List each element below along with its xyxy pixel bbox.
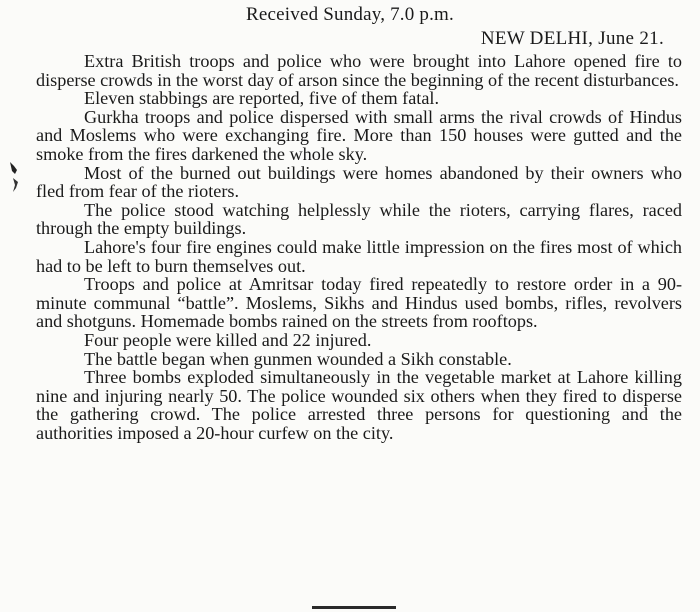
paragraph: Three bombs exploded simultaneously in the vegetable market at Lahore killing nine and injuring nearly 50. The police wounded six others when they fired to disperse the gathering crowd. The police arrested three persons for questioning and the authorities imposed a 20-hour curfew on the city. [36,367,682,443]
article-body [36,52,682,442]
bottom-rule [312,606,396,609]
paragraph: The battle began when gunmen wounded a Sikh constable. [84,348,512,369]
paragraph: Lahore's four fire engines could make little impression on the fires most of which had to be left to burn themselves out. [36,236,682,276]
paragraph: Extra British troops and police who were brought into Lahore opened fire to disperse crowds in the worst day of arson since the beginning of the recent disturbances. [36,51,682,90]
paragraph: Troops and police at Amritsar today fired repeatedly to restore order in a 90-minute communal “battle”. Moslems, Sikhs and Hindus used bombs, rifles, revolvers and shotguns. Homemade bombs rained on the streets from rooftops. [36,274,682,332]
paragraph: Most of the burned out buildings were homes abandoned by their owners who fled from fear of the rioters. [36,162,682,202]
paragraph: The police stood watching helplessly while the rioters, carrying flares, raced through the empty buildings. [36,199,682,239]
paragraph: Gurkha troops and police dispersed with small arms the rival crowds of Hindus and Moslems who were exchanging fire. More than 150 houses were gutted and the smoke from the fires darkened the whole sky. [36,106,682,164]
received-time-line: Received Sunday, 7.0 p.m. [246,4,454,25]
dateline: NEW DELHI, June 21. [480,28,664,49]
paragraph: Four people were killed and 22 injured. [84,329,372,350]
ink-smudge-mark [4,158,24,198]
paragraph: Eleven stabbings are reported, five of them fatal. [84,88,440,109]
